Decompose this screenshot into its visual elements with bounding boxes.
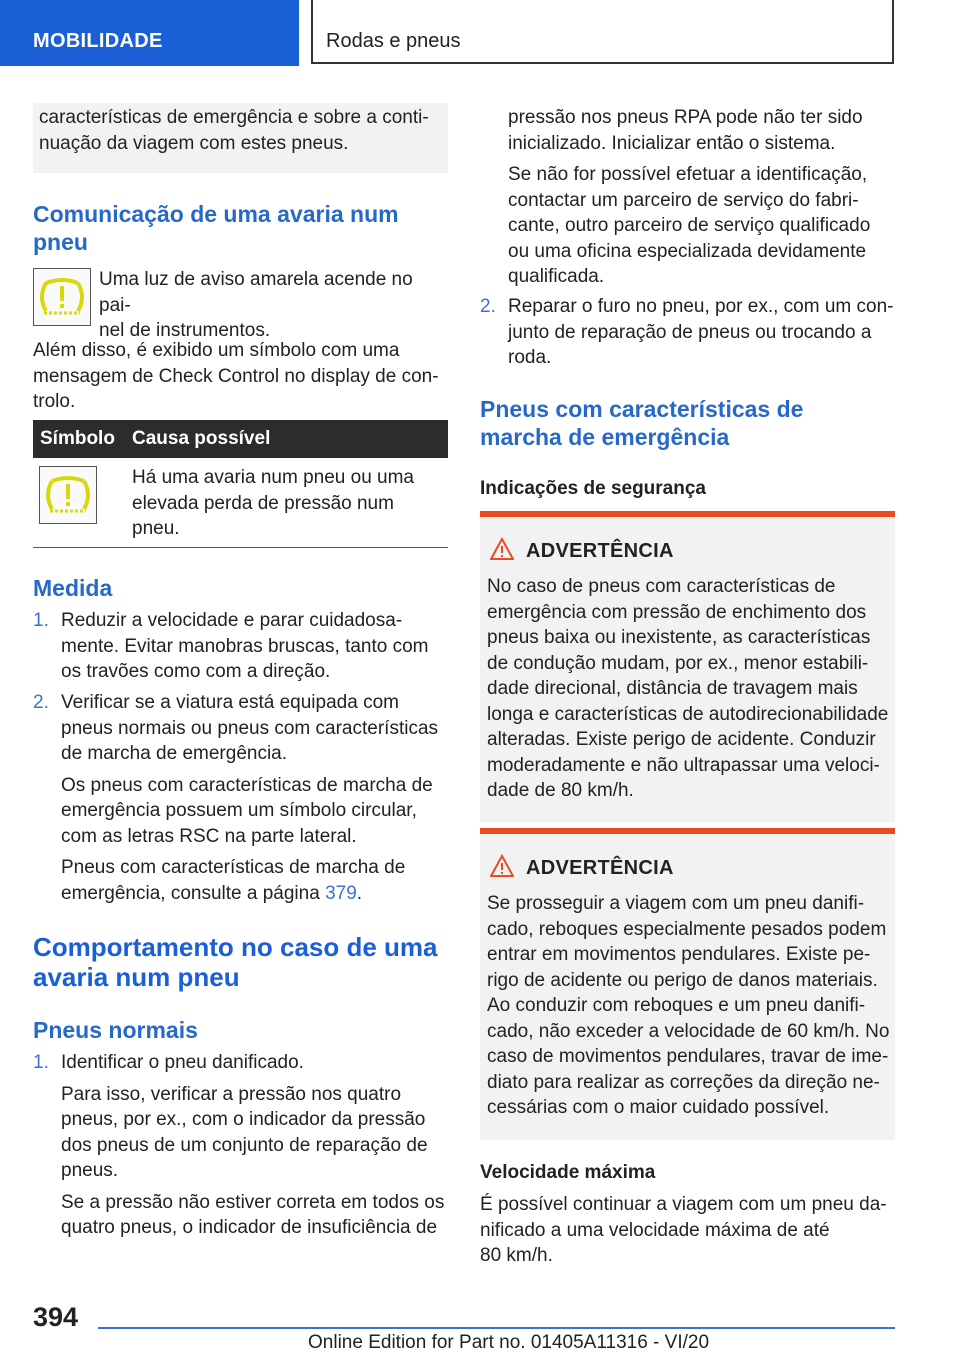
list-item: 2. Verificar se a viatura está equipada com pneus normais ou pneus com características de marcha de emergência. Os pneus com características de marcha de emergência possuem um símbolo circular, com as letras RSC na parte lateral. Pneus com características de marcha de emergência, consulte a página 379. [33, 692, 439, 904]
warning-title: ADVERTÊNCIA [526, 540, 674, 562]
table-row-cause: Há uma avaria num pneu ou uma elevada perda de pressão num pneu. [132, 467, 414, 539]
list-item: 1. Identificar o pneu danificado. Para isso, verificar a pressão nos quatro pneus, por ex., com o indicador da pressão dos pneus de um conjunto de reparação de pneus. Se a pressão não estiver correta em todos os quatro pneus, o indicador de insuficiência de [33, 1052, 445, 1238]
edition-text: Online Edition for Part no. 01405A11316 - VI/20 [308, 1332, 710, 1353]
intro-line: nuação da viagem com estes pneus. [39, 132, 349, 154]
footer-divider [98, 1327, 895, 1329]
intro-line: características de emergência e sobre a conti- [39, 107, 429, 128]
page-number: 394 [33, 1302, 79, 1332]
warning-triangle-icon [490, 537, 514, 561]
warning-box [480, 828, 895, 1140]
heading-medida: Medida [33, 575, 113, 601]
tire-pressure-warning-icon [39, 466, 97, 524]
warning-text: No caso de pneus com características de emergência com pressão de enchimento dos pneus baixa ou inexistente, as características de condução mudam, por ex., menor estabili- dade direcional, distância de travagem mais longa e características de autodirecionabilidade alteradas. Existe perigo de acidente. Conduzir moderadamente e não ultrapassar uma veloci- dade de 80 km/h. [487, 576, 889, 801]
warning-title: ADVERTÊNCIA [526, 857, 674, 879]
table-header [33, 420, 448, 458]
continuation-paragraph: pressão nos pneus RPA pode não ter sido inicializado. Inicializar então o sistema. Se não for possível efetuar a identificação, contactar um parceiro de serviço do fabri- cante, outro parceiro de serviço qualificado ou uma oficina especializada devidamente qualificada. [508, 107, 871, 287]
list-item: 2. Reparar o furo no pneu, por ex., com um con- junto de reparação de pneus ou trocando a roda. [480, 296, 894, 368]
page-link[interactable]: 379 [325, 882, 357, 904]
column-header-cause: Causa possível [132, 428, 271, 449]
velocidade-paragraph: É possível continuar a viagem com um pneu da- nificado a uma velocidade máxima de até 80 km/h. [480, 1194, 887, 1266]
lamp-text: Uma luz de aviso amarela acende no pai- nel de instrumentos. [99, 269, 413, 341]
heading-velocidade: Velocidade máxima [480, 1162, 656, 1183]
section-tab [0, 0, 299, 66]
heading-rsc: Pneus com características de marcha de emergência [480, 396, 804, 450]
heading-seguranca: Indicações de segurança [480, 478, 706, 499]
alem-disso-paragraph: Além disso, é exibido um símbolo com uma mensagem de Check Control no display de con- trolo. [33, 340, 439, 412]
warning-text: Se prosseguir a viagem com um pneu danifi- cado, reboques especialmente pesados podem entrar em movimentos pendulares. Existe pe- rigo de acidente ou perigo de danos materiais. Ao conduzir com reboques e um pneu danifi- cado, não exceder a velocidade de 60 km/h. No caso de movimentos pendulares, travar de ime- diato para realizar as correções da direção ne- cessárias com o maior cuidado possível. [487, 893, 890, 1118]
chapter-tab [311, 0, 894, 64]
heading-pneus-normais: Pneus normais [33, 1017, 198, 1043]
column-header-symbol: Símbolo [40, 428, 115, 449]
table-divider [33, 547, 448, 548]
chapter-title: Rodas e pneus [326, 30, 461, 52]
list-item: 1. Reduzir a velocidade e parar cuidadosa- mente. Evitar manobras bruscas, tanto com os travões como com a direção. [33, 610, 429, 682]
intro-box [33, 103, 448, 173]
warning-box [480, 511, 895, 822]
heading-comportamento: Comportamento no caso de uma avaria num pneu [33, 932, 438, 992]
warning-triangle-icon [490, 854, 514, 878]
heading-comunicacao: Comunicação de uma avaria num pneu [33, 201, 399, 255]
section-title: MOBILIDADE [33, 30, 163, 52]
tire-pressure-warning-icon [33, 268, 91, 326]
